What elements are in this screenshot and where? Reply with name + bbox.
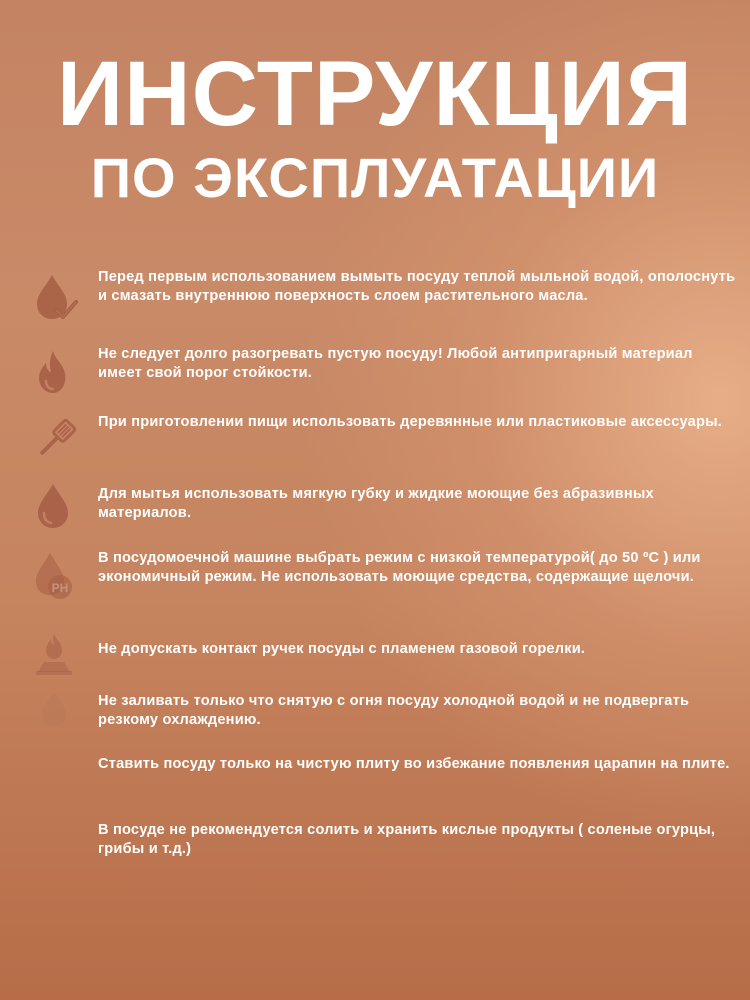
instruction-text: В посуде не рекомендуется солить и хранить кислые продукты ( соленые огурцы, грибы и т.д.) [98, 822, 716, 857]
page-title: ИНСТРУКЦИЯ [57, 43, 693, 145]
drop-icon [32, 481, 78, 531]
instruction-text: Не заливать только что снятую с огня посуду холодной водой и не подвергать резкому охлаждению. [98, 693, 690, 728]
instruction-text: При приготовлении пищи использовать деревянные или пластиковые аксессуары. [98, 414, 722, 430]
instruction-text: Не допускать контакт ручек посуды с пламенем газовой горелки. [98, 641, 586, 657]
spatula-icon [32, 415, 78, 465]
drop-ph-icon [32, 551, 78, 601]
instruction-text: Ставить посуду только на чистую плиту во избежание появления царапин на плите. [98, 756, 730, 772]
instruction-text: Не следует долго разогревать пустую посуду! Любой антипригарный материал имеет свой порог стойкости. [98, 346, 693, 381]
page-subtitle: ПО ЭКСПЛУАТАЦИИ [90, 146, 660, 209]
drop-check-icon [32, 272, 78, 322]
instruction-text: Перед первым использованием вымыть посуду теплой мыльной водой, ополоснуть и смазать внутреннюю поверхность слоем растительного масла. [98, 269, 736, 304]
flame-icon [32, 347, 78, 397]
instruction-text: В посудомоечной машине выбрать режим с низкой температурой( до 50 ºC ) или экономичный режим. Не использовать моющие средства, содержащие щелочи. [98, 550, 701, 585]
svg-text:PH: PH [51, 581, 69, 595]
instruction-text: Для мытья использовать мягкую губку и жидкие моющие без абразивных материалов. [98, 486, 654, 521]
title-block [0, 44, 750, 210]
gas-burner-icon [32, 628, 78, 678]
cold-water-icon [32, 686, 78, 736]
